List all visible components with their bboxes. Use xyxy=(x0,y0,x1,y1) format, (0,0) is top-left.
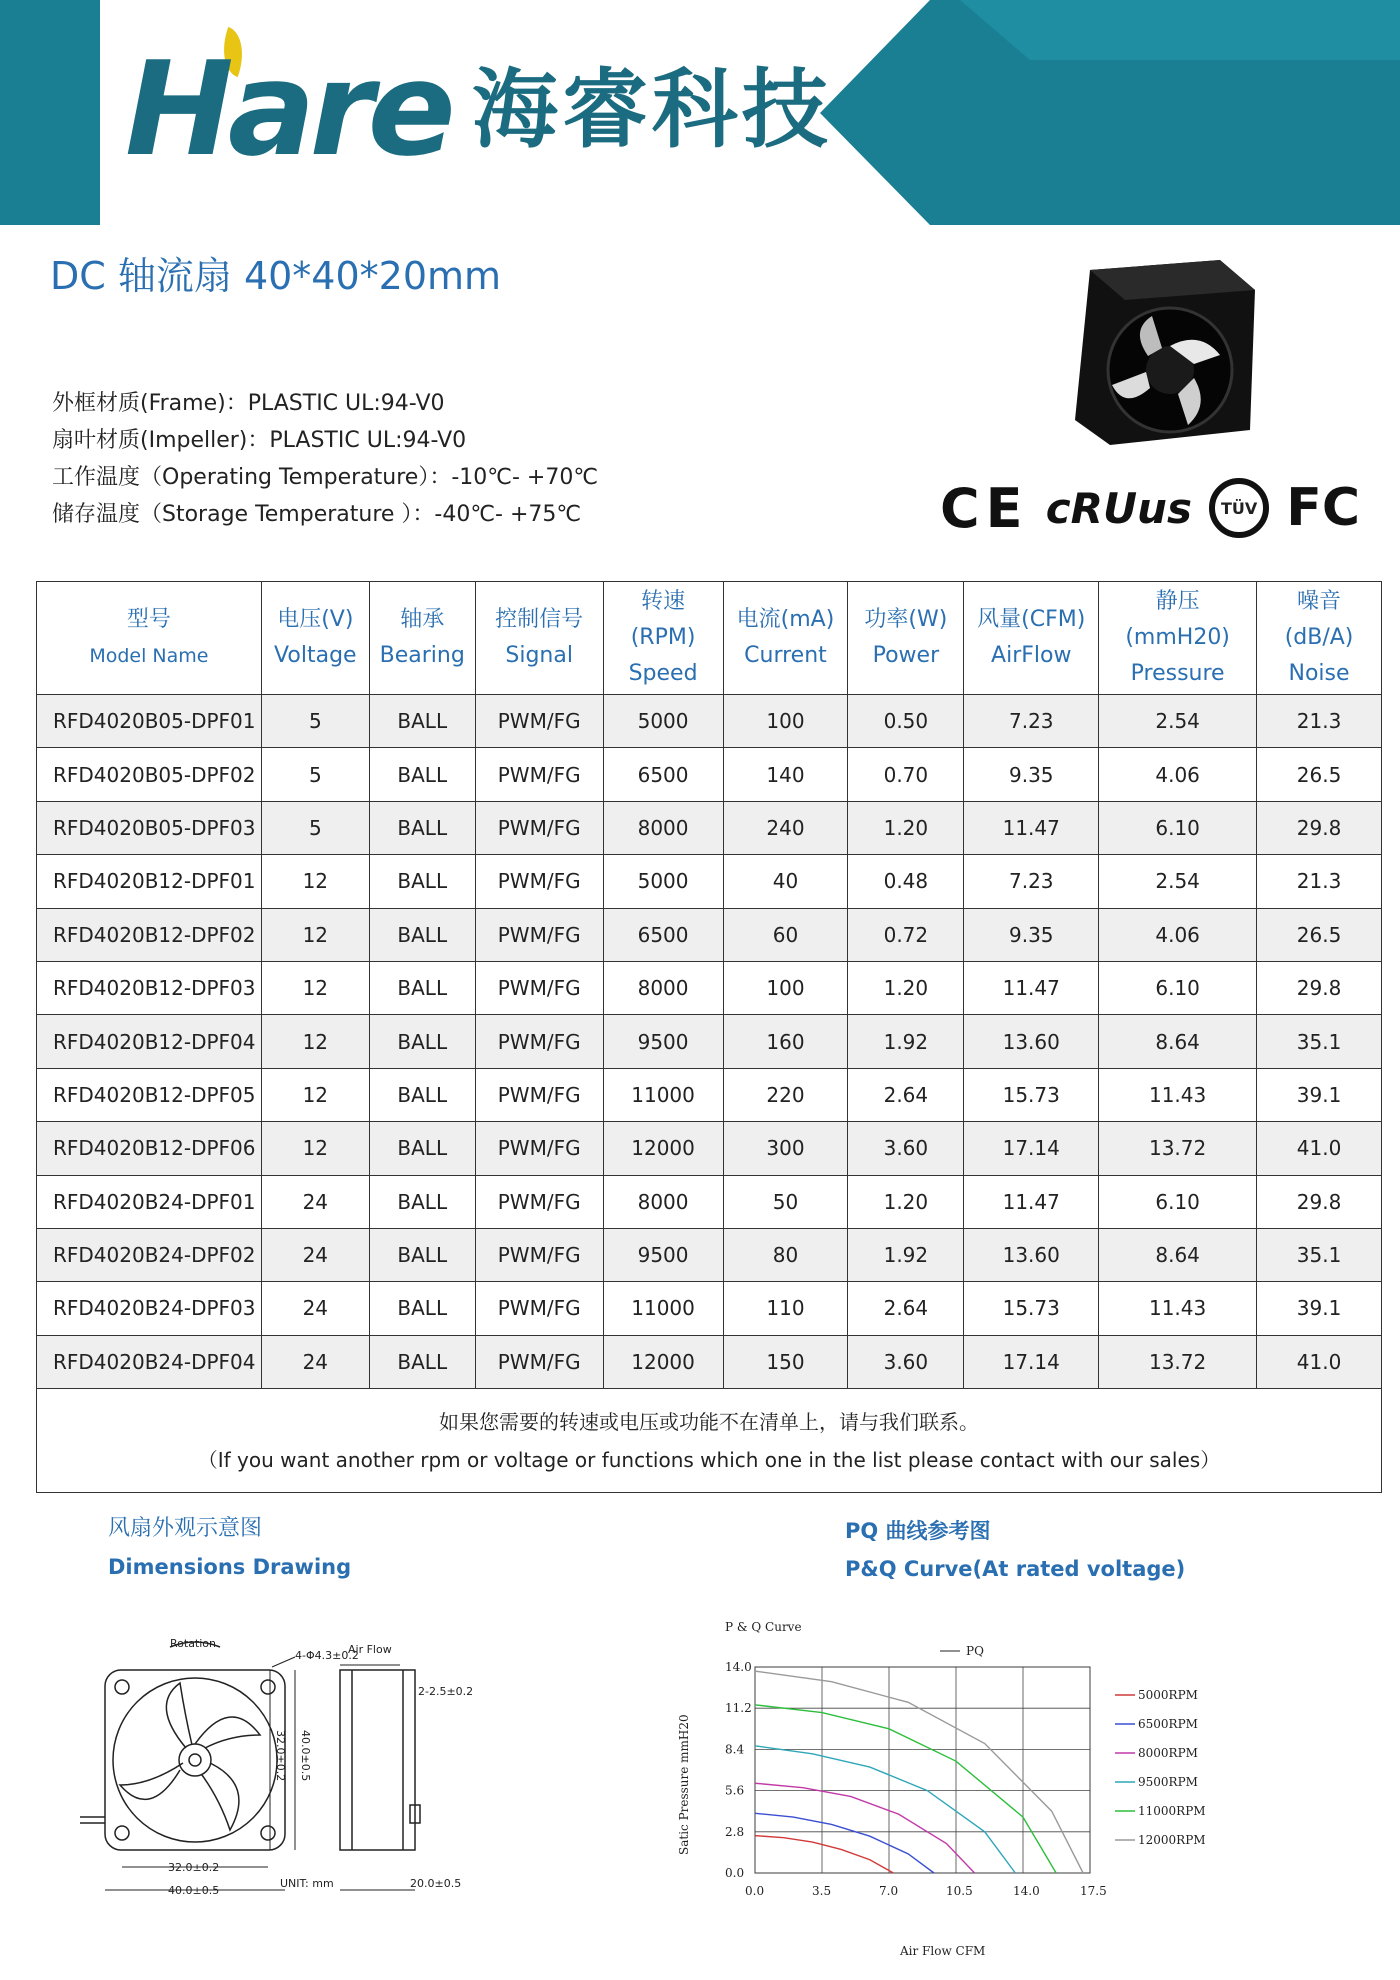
table-cell: BALL xyxy=(369,1282,475,1335)
table-cell: 9.35 xyxy=(964,748,1099,801)
table-cell: 2.64 xyxy=(848,1068,964,1121)
table-cell: 39.1 xyxy=(1257,1068,1382,1121)
label-unit: UNIT: mm xyxy=(280,1877,334,1890)
table-row xyxy=(37,1068,1382,1121)
model-cell: RFD4020B05-DPF03 xyxy=(37,801,262,854)
chart-ytick-label: 5.6 xyxy=(725,1783,745,1798)
table-cell: 35.1 xyxy=(1257,1015,1382,1068)
pq-chart xyxy=(670,1615,1370,1960)
chart-legend-title xyxy=(940,1644,984,1658)
model-cell: RFD4020B24-DPF02 xyxy=(37,1228,262,1281)
table-row xyxy=(37,1282,1382,1335)
header-noise: 噪音 (dB/A) Noise xyxy=(1257,582,1382,695)
chart-ytick-label: 0.0 xyxy=(725,1866,745,1880)
chart-xtick-label: 14.0 xyxy=(1013,1884,1040,1898)
table-cell: 1.92 xyxy=(848,1015,964,1068)
chart-xtick-label: 7.0 xyxy=(879,1884,899,1898)
table-cell: 35.1 xyxy=(1257,1228,1382,1281)
dimensions-title xyxy=(108,1510,351,1586)
table-cell: BALL xyxy=(369,801,475,854)
table-row xyxy=(37,801,1382,854)
table-cell: 15.73 xyxy=(964,1282,1099,1335)
header-left-bar xyxy=(0,0,100,225)
table-cell: 4.06 xyxy=(1099,908,1257,961)
header-power: 功率(W) Power xyxy=(848,582,964,695)
table-cell: 110 xyxy=(723,1282,848,1335)
table-cell: 1.92 xyxy=(848,1228,964,1281)
spec-frame: 外框材质(Frame)：PLASTIC UL:94-V0 xyxy=(52,391,445,416)
table-cell: PWM/FG xyxy=(475,1335,603,1388)
chart-ytick-label: 8.4 xyxy=(725,1742,745,1757)
table-cell: 6500 xyxy=(603,748,723,801)
chart-plot-area xyxy=(755,1667,1090,1873)
header-airflow: 风量(CFM) AirFlow xyxy=(964,582,1099,695)
table-cell: 40 xyxy=(723,855,848,908)
product-title: DC 轴流扇 40*40*20mm xyxy=(50,254,502,298)
chart-title: P & Q Curve xyxy=(725,1620,802,1634)
header-bearing: 轴承 Bearing xyxy=(369,582,475,695)
chart-xtick-label: 3.5 xyxy=(812,1884,832,1898)
table-cell: PWM/FG xyxy=(475,855,603,908)
table-cell: 24 xyxy=(261,1175,369,1228)
table-cell: 8000 xyxy=(603,961,723,1014)
table-cell: 100 xyxy=(723,695,848,748)
chart-legend-label: 6500RPM xyxy=(1138,1717,1198,1731)
table-cell: 41.0 xyxy=(1257,1335,1382,1388)
header-current: 电流(mA) Current xyxy=(723,582,848,695)
table-cell: 0.48 xyxy=(848,855,964,908)
label-h-outer: 40.0±0.5 xyxy=(168,1884,220,1897)
table-cell: 11.47 xyxy=(964,801,1099,854)
dimensions-drawing xyxy=(80,1635,620,1935)
table-cell: 5 xyxy=(261,748,369,801)
table-row xyxy=(37,855,1382,908)
table-cell: 12 xyxy=(261,961,369,1014)
table-header-row xyxy=(37,582,1382,695)
table-row xyxy=(37,1335,1382,1388)
label-rotation: Rotation xyxy=(170,1637,217,1650)
ul-mark-icon: cRUus xyxy=(1045,483,1192,533)
chart-xlabel: Air Flow CFM xyxy=(900,1944,986,1958)
chart-ytick-label: 11.2 xyxy=(725,1701,752,1716)
table-cell: 12 xyxy=(261,1015,369,1068)
table-cell: 11.43 xyxy=(1099,1282,1257,1335)
table-cell: BALL xyxy=(369,1122,475,1175)
table-row xyxy=(37,908,1382,961)
table-cell: 60 xyxy=(723,908,848,961)
table-cell: 8.64 xyxy=(1099,1228,1257,1281)
table-cell: 12000 xyxy=(603,1335,723,1388)
svg-text:PQ: PQ xyxy=(966,1644,984,1658)
table-cell: 150 xyxy=(723,1335,848,1388)
table-cell: 41.0 xyxy=(1257,1122,1382,1175)
chart-ylabel: Satic Pressure mmH20 xyxy=(677,1714,691,1855)
note-en: （If you want another rpm or voltage or functions which one in the list please contact with our sales） xyxy=(197,1447,1221,1472)
table-cell: 29.8 xyxy=(1257,961,1382,1014)
model-cell: RFD4020B12-DPF01 xyxy=(37,855,262,908)
chart-series-line-6500rpm xyxy=(755,1813,934,1873)
pq-title-en: P&Q Curve(At rated voltage) xyxy=(845,1557,1186,1581)
label-airflow: Air Flow xyxy=(348,1643,392,1656)
label-v-inner: 32.0±0.2 xyxy=(274,1730,287,1782)
table-cell: PWM/FG xyxy=(475,1175,603,1228)
header-voltage: 电压(V) Voltage xyxy=(261,582,369,695)
table-cell: 5000 xyxy=(603,695,723,748)
model-cell: RFD4020B12-DPF03 xyxy=(37,961,262,1014)
model-cell: RFD4020B05-DPF01 xyxy=(37,695,262,748)
table-cell: 6.10 xyxy=(1099,1175,1257,1228)
chart-ytick-label: 2.8 xyxy=(725,1824,745,1839)
chart-series-line-8000rpm xyxy=(755,1783,975,1873)
label-h-inner: 32.0±0.2 xyxy=(168,1861,220,1874)
brand-name-en: Hare xyxy=(125,33,450,185)
table-cell: 1.20 xyxy=(848,961,964,1014)
table-cell: 1.20 xyxy=(848,801,964,854)
table-cell: BALL xyxy=(369,1068,475,1121)
pq-title-cn: PQ 曲线参考图 xyxy=(845,1519,991,1543)
chart-ytick-label: 14.0 xyxy=(725,1660,752,1674)
table-cell: 11.47 xyxy=(964,961,1099,1014)
table-cell: 12 xyxy=(261,1122,369,1175)
header-speed: 转速 (RPM) Speed xyxy=(603,582,723,695)
table-cell: 2.54 xyxy=(1099,855,1257,908)
chart-xtick-label: 10.5 xyxy=(946,1884,973,1898)
table-note xyxy=(37,1389,1382,1493)
table-cell: 21.3 xyxy=(1257,695,1382,748)
table-cell: 17.14 xyxy=(964,1122,1099,1175)
table-row xyxy=(37,1122,1382,1175)
table-cell: BALL xyxy=(369,1015,475,1068)
table-cell: 24 xyxy=(261,1282,369,1335)
table-cell: BALL xyxy=(369,748,475,801)
table-row xyxy=(37,1175,1382,1228)
table-cell: 24 xyxy=(261,1228,369,1281)
label-depth: 20.0±0.5 xyxy=(410,1877,462,1890)
table-cell: PWM/FG xyxy=(475,801,603,854)
table-note-row xyxy=(37,1389,1382,1493)
fan-photo xyxy=(1070,260,1260,450)
model-cell: RFD4020B12-DPF04 xyxy=(37,1015,262,1068)
table-row xyxy=(37,1015,1382,1068)
table-cell: 80 xyxy=(723,1228,848,1281)
table-cell: 6.10 xyxy=(1099,961,1257,1014)
table-cell: 9500 xyxy=(603,1015,723,1068)
table-row xyxy=(37,961,1382,1014)
table-cell: BALL xyxy=(369,961,475,1014)
table-cell: 26.5 xyxy=(1257,748,1382,801)
table-cell: 2.64 xyxy=(848,1282,964,1335)
table-cell: PWM/FG xyxy=(475,1282,603,1335)
table-cell: 13.60 xyxy=(964,1015,1099,1068)
table-cell: 11.47 xyxy=(964,1175,1099,1228)
table-cell: 21.3 xyxy=(1257,855,1382,908)
table-cell: 17.14 xyxy=(964,1335,1099,1388)
table-cell: PWM/FG xyxy=(475,1015,603,1068)
chart-xtick-label: 17.5 xyxy=(1080,1884,1107,1898)
certification-logos xyxy=(940,478,1360,538)
table-cell: 11.43 xyxy=(1099,1068,1257,1121)
header-teal-banner xyxy=(780,0,1400,225)
chart-series-line-5000rpm xyxy=(755,1836,893,1873)
table-cell: 9500 xyxy=(603,1228,723,1281)
table-cell: 220 xyxy=(723,1068,848,1121)
header-signal: 控制信号 Signal xyxy=(475,582,603,695)
table-cell: 160 xyxy=(723,1015,848,1068)
table-cell: BALL xyxy=(369,1228,475,1281)
table-cell: 1.20 xyxy=(848,1175,964,1228)
table-cell: 29.8 xyxy=(1257,801,1382,854)
table-cell: 15.73 xyxy=(964,1068,1099,1121)
dimensions-title-cn: 风扇外观示意图 xyxy=(108,1516,263,1541)
table-cell: PWM/FG xyxy=(475,1122,603,1175)
model-cell: RFD4020B24-DPF01 xyxy=(37,1175,262,1228)
table-cell: 8000 xyxy=(603,801,723,854)
table-row xyxy=(37,1228,1382,1281)
table-cell: 39.1 xyxy=(1257,1282,1382,1335)
table-cell: 13.60 xyxy=(964,1228,1099,1281)
table-cell: 5 xyxy=(261,801,369,854)
tuv-mark-icon: TÜV xyxy=(1209,478,1269,538)
table-cell: 0.70 xyxy=(848,748,964,801)
table-cell: 12000 xyxy=(603,1122,723,1175)
chart-legend-label: 9500RPM xyxy=(1138,1775,1198,1789)
table-cell: 7.23 xyxy=(964,695,1099,748)
spec-impeller: 扇叶材质(Impeller)：PLASTIC UL:94-V0 xyxy=(52,428,467,453)
table-cell: PWM/FG xyxy=(475,748,603,801)
model-cell: RFD4020B24-DPF04 xyxy=(37,1335,262,1388)
table-cell: 11000 xyxy=(603,1068,723,1121)
table-cell: 11000 xyxy=(603,1282,723,1335)
model-cell: RFD4020B12-DPF06 xyxy=(37,1122,262,1175)
label-depth-top: 2-2.5±0.2 xyxy=(418,1685,474,1698)
model-cell: RFD4020B12-DPF05 xyxy=(37,1068,262,1121)
table-cell: 4.06 xyxy=(1099,748,1257,801)
spec-table xyxy=(36,581,1382,1493)
table-cell: BALL xyxy=(369,1175,475,1228)
table-cell: 7.23 xyxy=(964,855,1099,908)
table-row xyxy=(37,695,1382,748)
table-cell: 29.8 xyxy=(1257,1175,1382,1228)
table-cell: PWM/FG xyxy=(475,961,603,1014)
chart-series-line-11000rpm xyxy=(755,1705,1056,1873)
table-cell: BALL xyxy=(369,855,475,908)
note-cn: 如果您需要的转速或电压或功能不在清单上，请与我们联系。 xyxy=(439,1409,979,1434)
chart-series-line-12000rpm xyxy=(755,1671,1083,1873)
table-cell: 12 xyxy=(261,855,369,908)
table-cell: 50 xyxy=(723,1175,848,1228)
table-cell: 8.64 xyxy=(1099,1015,1257,1068)
table-cell: 3.60 xyxy=(848,1335,964,1388)
chart-legend-label: 12000RPM xyxy=(1138,1833,1206,1847)
model-cell: RFD4020B05-DPF02 xyxy=(37,748,262,801)
pq-title xyxy=(845,1512,1185,1588)
table-cell: 24 xyxy=(261,1335,369,1388)
chart-legend-label: 11000RPM xyxy=(1138,1804,1206,1818)
table-cell: 26.5 xyxy=(1257,908,1382,961)
table-cell: BALL xyxy=(369,695,475,748)
header-model: 型号 Model Name xyxy=(37,582,262,695)
ce-mark-icon: CE xyxy=(940,476,1029,540)
chart-legend-label: 8000RPM xyxy=(1138,1746,1198,1760)
table-cell: 140 xyxy=(723,748,848,801)
label-hole: 4-Φ4.3±0.2 xyxy=(295,1649,359,1662)
table-cell: 3.60 xyxy=(848,1122,964,1175)
table-cell: 9.35 xyxy=(964,908,1099,961)
table-row xyxy=(37,748,1382,801)
header-pressure: 静压 (mmH20) Pressure xyxy=(1099,582,1257,695)
table-cell: 240 xyxy=(723,801,848,854)
table-cell: 13.72 xyxy=(1099,1335,1257,1388)
table-cell: 2.54 xyxy=(1099,695,1257,748)
table-cell: 5000 xyxy=(603,855,723,908)
table-cell: 6500 xyxy=(603,908,723,961)
model-cell: RFD4020B24-DPF03 xyxy=(37,1282,262,1335)
chart-legend-label: 5000RPM xyxy=(1138,1688,1198,1702)
label-v-outer: 40.0±0.5 xyxy=(299,1730,312,1782)
table-cell: 0.72 xyxy=(848,908,964,961)
table-cell: 300 xyxy=(723,1122,848,1175)
table-cell: 5 xyxy=(261,695,369,748)
spec-list xyxy=(52,385,598,533)
table-cell: 100 xyxy=(723,961,848,1014)
table-cell: BALL xyxy=(369,1335,475,1388)
table-cell: 12 xyxy=(261,1068,369,1121)
table-cell: PWM/FG xyxy=(475,695,603,748)
table-cell: PWM/FG xyxy=(475,908,603,961)
table-cell: 13.72 xyxy=(1099,1122,1257,1175)
table-cell: 0.50 xyxy=(848,695,964,748)
table-cell: 8000 xyxy=(603,1175,723,1228)
spec-storage-temp: 储存温度（Storage Temperature ）：-40℃- +75℃ xyxy=(52,502,582,527)
fcc-mark-icon: FC xyxy=(1286,478,1360,538)
chart-xtick-label: 0.0 xyxy=(745,1884,765,1898)
model-cell: RFD4020B12-DPF02 xyxy=(37,908,262,961)
table-cell: BALL xyxy=(369,908,475,961)
dimensions-title-en: Dimensions Drawing xyxy=(108,1555,352,1579)
brand-name-cn: 海睿科技 xyxy=(471,59,832,160)
table-cell: PWM/FG xyxy=(475,1228,603,1281)
brand-logo xyxy=(125,33,832,185)
table-cell: 12 xyxy=(261,908,369,961)
spec-operating-temp: 工作温度（Operating Temperature）：-10℃- +70℃ xyxy=(52,465,599,490)
table-cell: PWM/FG xyxy=(475,1068,603,1121)
table-cell: 6.10 xyxy=(1099,801,1257,854)
